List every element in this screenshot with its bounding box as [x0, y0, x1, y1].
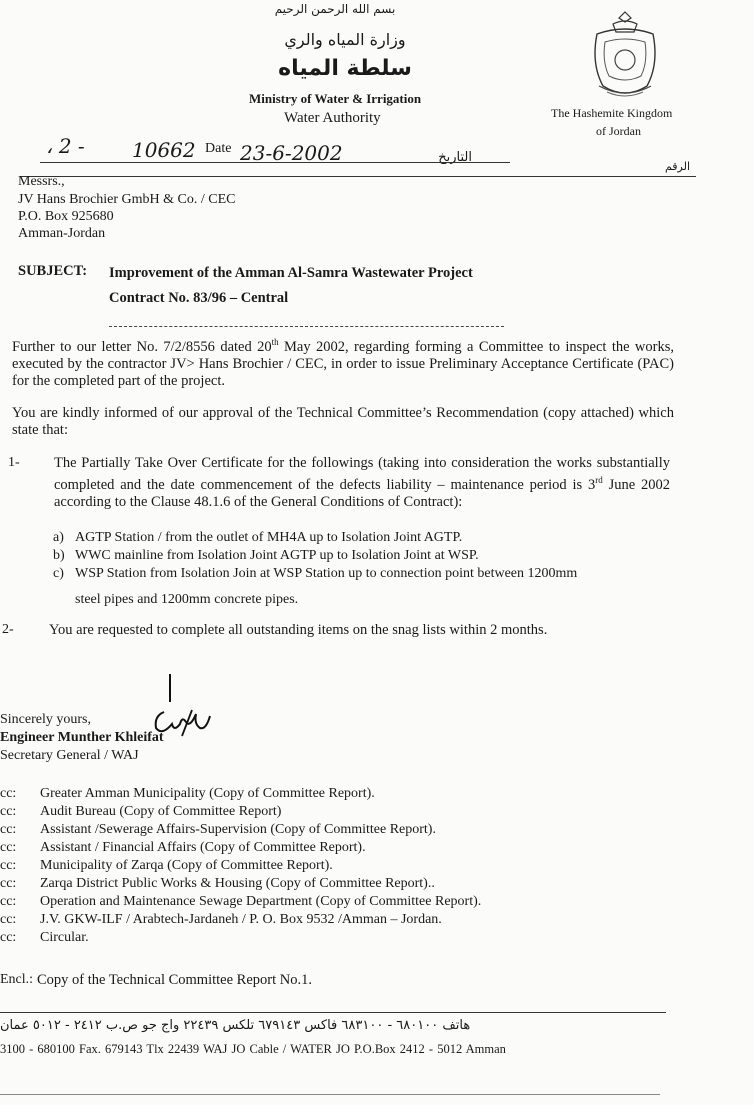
reference-number: 10662 — [132, 138, 196, 162]
sub-item-c-text-2: steel pipes and 1200mm concrete pipes. — [75, 592, 299, 607]
enclosure-text: Copy of the Technical Committee Report No.1. — [37, 972, 312, 988]
footer-english: 3100 - 680100 Fax. 679143 Tlx 22439 WAJ JO Cable / WATER JO P.O.Box 2412 - 5012 Amman — [0, 1042, 506, 1056]
sub-item-a-label: a) — [53, 530, 64, 545]
cc-item: cc: Municipality of Zarqa (Copy of Committee Report). — [0, 858, 333, 873]
closing-salutation: Sincerely yours, — [0, 712, 91, 727]
coat-of-arms-emblem — [585, 8, 665, 100]
cc-list — [0, 786, 600, 956]
subject-underline — [109, 326, 504, 327]
number-label-arabic: الرقم — [664, 160, 690, 173]
cc-item: cc: Operation and Maintenance Sewage Department (Copy of Committee Report). — [0, 894, 482, 909]
authority-arabic: سلطة المياه — [278, 56, 412, 81]
cc-item: cc: Greater Amman Municipality (Copy of Committee Report). — [0, 786, 375, 801]
recipient-salutation: Messrs., — [18, 174, 65, 189]
ministry-english: Ministry of Water & Irrigation — [249, 91, 422, 106]
item-2-number: 2- — [2, 622, 14, 637]
sub-item-a-text: AGTP Station / from the outlet of MH4A up to Isolation Joint AGTP. — [75, 530, 463, 545]
enclosure-label: Encl.: — [0, 972, 34, 987]
date-value: 23-6-2002 — [240, 141, 343, 165]
footer-arabic: هاتف ٦٨٠١٠٠ - ٦٨٣١٠٠ فاكس ٦٧٩١٤٣ تلكس ٢٢٤٣٩ واج جو ص.ب ٢٤١٢ - ٥٠١٢ عمان — [0, 1018, 471, 1033]
subject-line-1: Improvement of the Amman Al-Samra Wastewater Project — [109, 265, 473, 281]
date-label: Date — [205, 141, 232, 156]
recipient-po-box: P.O. Box 925680 — [18, 209, 114, 224]
reference-prefix: ، 2 - — [46, 134, 85, 158]
footer-rule — [0, 1012, 666, 1013]
sub-item-c-label: c) — [53, 566, 64, 581]
paragraph-approval: You are kindly informed of our approval of the Technical Committee’s Recommendation (copy attached) which state that: — [12, 405, 674, 438]
cc-item: cc: Assistant /Sewerage Affairs-Supervision (Copy of Committee Report). — [0, 822, 436, 837]
sub-item-c-text-1: WSP Station from Isolation Join at WSP Station up to connection point between 1200mm — [75, 566, 578, 581]
cc-item: cc: Circular. — [0, 930, 89, 945]
sub-item-b-text: WWC mainline from Isolation Joint AGTP up to Isolation Joint at WSP. — [75, 548, 479, 563]
cc-item: cc: Assistant / Financial Affairs (Copy of Committee Report). — [0, 840, 366, 855]
cc-item: cc: J.V. GKW-ILF / Arabtech-Jardaneh / P. O. Box 9532 /Amman – Jordan. — [0, 912, 442, 927]
date-label-arabic: التاريخ — [438, 150, 472, 165]
authority-english: Water Authority — [284, 110, 381, 126]
item-1-text: The Partially Take Over Certificate for the followings (taking into consideration the works substantially completed and the date commencement of the defects liability – maintenance period is 3rd June 2002 according to the Clause 48.1.6 of the General Conditions of Contract): — [54, 455, 670, 510]
footer-bottom-rule — [0, 1094, 660, 1095]
recipient-city: Amman-Jordan — [18, 226, 106, 241]
header-rule — [20, 176, 696, 177]
paragraph-intro: Further to our letter No. 7/2/8556 dated 20th May 2002, regarding forming a Committee to inspect the works, executed by the contractor JV> Hans Brochier / CEC, in order to issue Preliminary Acceptance Certificate (PAC) for the completed part of the project. — [12, 337, 674, 389]
item-2-text: You are requested to complete all outstanding items on the snag lists within 2 months. — [49, 622, 548, 638]
item-1-number: 1- — [8, 455, 20, 470]
kingdom-line-2: of Jordan — [596, 124, 641, 138]
subject-label: SUBJECT: — [18, 263, 88, 279]
reference-underline — [40, 162, 510, 163]
ministry-arabic: وزارة المياه والري — [284, 30, 406, 49]
basmala: بسم الله الرحمن الرحيم — [274, 2, 396, 16]
kingdom-line-1: The Hashemite Kingdom — [551, 106, 673, 120]
cc-item: cc: Audit Bureau (Copy of Committee Report) — [0, 804, 282, 819]
signatory-name: Engineer Munther Khleifat — [0, 730, 164, 745]
subject-line-2: Contract No. 83/96 – Central — [109, 290, 289, 306]
cc-item: cc: Zarqa District Public Works & Housing (Copy of Committee Report).. — [0, 876, 435, 891]
recipient-company: JV Hans Brochier GmbH & Co. / CEC — [18, 192, 236, 207]
sub-item-b-label: b) — [53, 548, 65, 563]
signatory-title: Secretary General / WAJ — [0, 748, 139, 763]
